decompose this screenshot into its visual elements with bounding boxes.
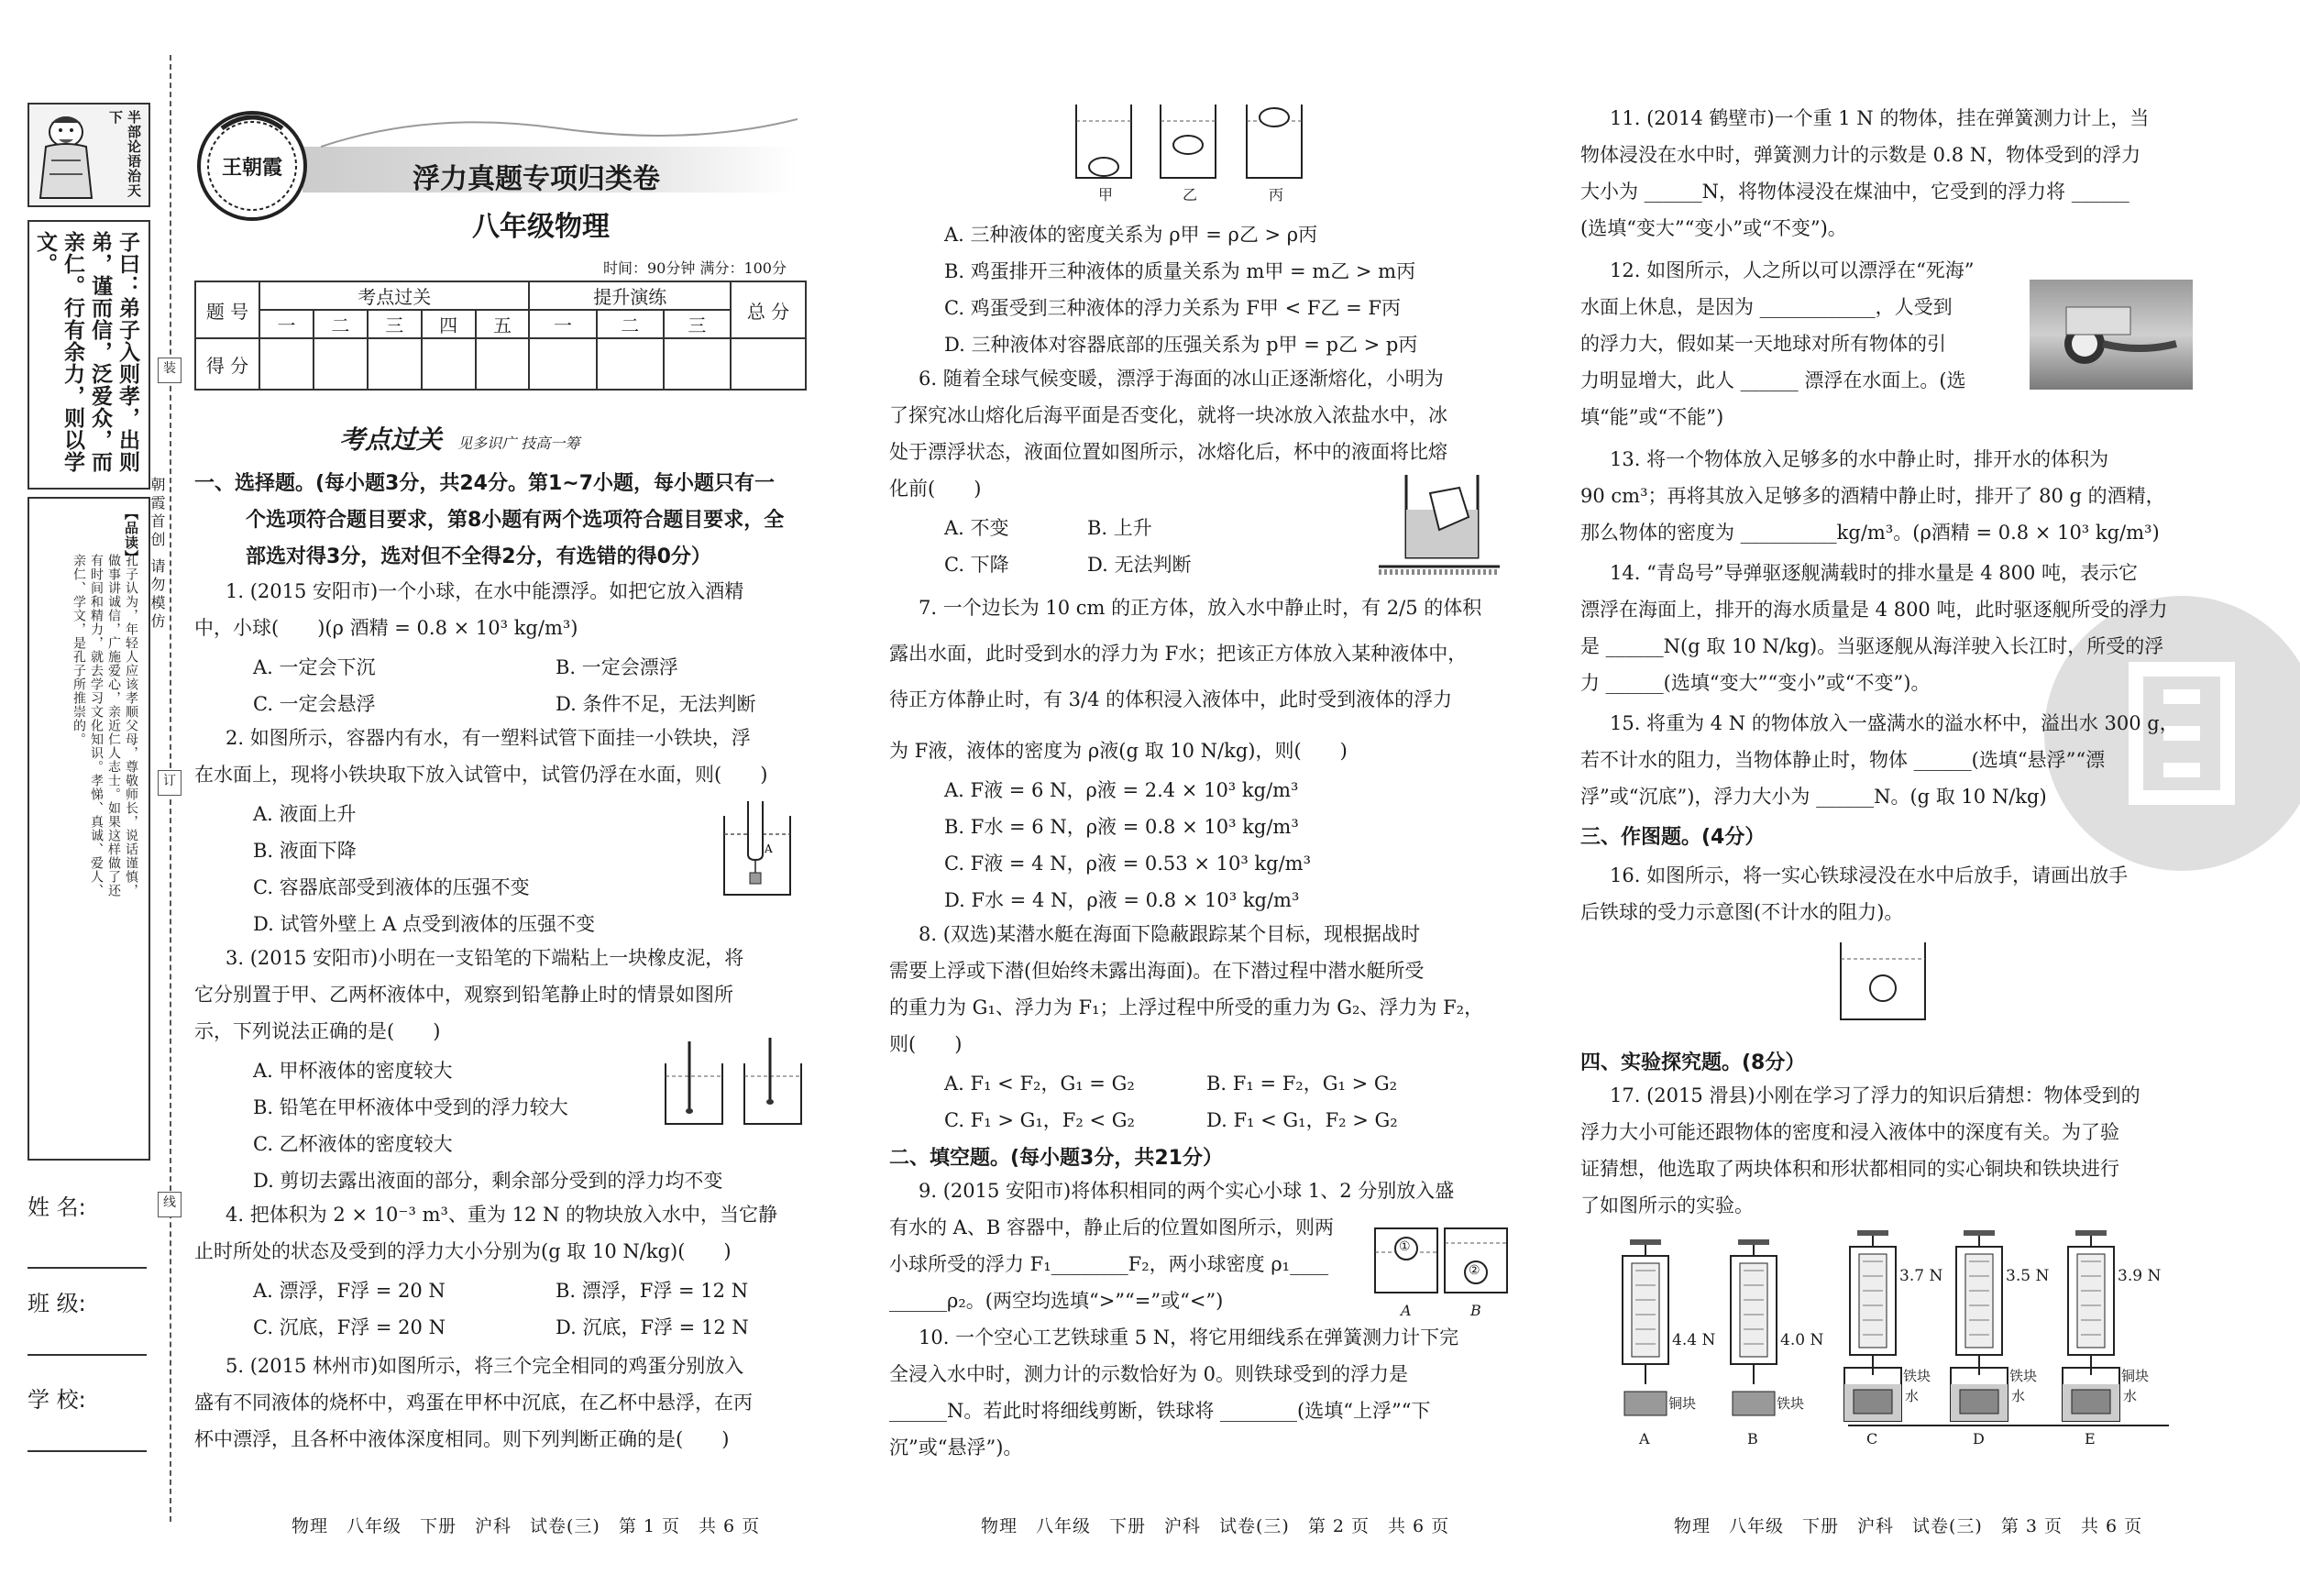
col-5: 五 xyxy=(476,310,530,338)
q3-line2: 它分别置于甲、乙两杯液体中，观察到铅笔静止时的情景如图所 xyxy=(194,984,733,1006)
q7-line2: 露出水面，此时受到水的浮力为 F水；把该正方体放入某种液体中， xyxy=(889,643,1468,665)
q17-line2: 浮力大小可能还跟物体的密度和浸入液体中的深度有关。为了验 xyxy=(1580,1121,2119,1143)
score-cell[interactable] xyxy=(597,338,664,390)
q8-opt-a[interactable]: A. F₁ < F₂，G₁ = G₂ xyxy=(944,1073,1135,1095)
section-fill: 二、填空题。(每小题3分，共21分） xyxy=(889,1147,1223,1170)
scale-reading: 3.7 N xyxy=(1899,1267,1943,1285)
q1-opt-c[interactable]: C. 一定会悬浮 xyxy=(253,693,376,715)
q10-line3: ______N。若此时将细线剪断，铁球将 ________(选填“上浮”“下 xyxy=(889,1400,1431,1422)
score-table xyxy=(194,281,807,391)
col-1: 一 xyxy=(259,310,314,338)
q3-pencil-figure xyxy=(662,1036,809,1128)
seal-mark-2: 订 xyxy=(158,770,182,796)
class-label: 班 级: xyxy=(28,1291,86,1316)
q3-opt-c[interactable]: C. 乙杯液体的密度较大 xyxy=(253,1133,453,1155)
section-drawing: 三、作图题。(4分） xyxy=(1580,826,1766,849)
q6-line3: 处于漂浮状态，液面位置如图所示，冰熔化后，杯中的液面将比熔 xyxy=(889,441,1447,463)
q5-opt-b[interactable]: B. 鸡蛋排开三种液体的质量关系为 m甲 = m乙 > m丙 xyxy=(944,260,1416,282)
spring-scale-d xyxy=(1947,1230,2048,1450)
q12-line4: 力明显增大，此人 ______ 漂浮在水面上。(选 xyxy=(1580,369,1966,391)
q4-opt-d[interactable]: D. 沉底，F浮 = 12 N xyxy=(556,1316,749,1338)
time-info: 时间：90分钟 满分：100分 xyxy=(603,259,787,277)
q6-opt-b[interactable]: B. 上升 xyxy=(1087,517,1152,539)
section-choice-l3: 部选对得3分，选对但不全得2分，有选错的得0分） xyxy=(246,545,711,568)
col-2: 二 xyxy=(314,310,368,338)
q8-line3: 的重力为 G₁、浮力为 F₁；上浮过程中所受的重力为 G₂、浮力为 F₂， xyxy=(889,996,1484,1018)
q14-line4: 力 ______(选填“变大”“变小”或“不变”)。 xyxy=(1580,672,1931,694)
q11-line3: 大小为 ______N，将物体浸没在煤油中，它受到的浮力将 ______ xyxy=(1580,181,2129,203)
col-7: 二 xyxy=(597,310,664,338)
q9-line4: ______ρ₂。(两空均选填“>”“=”或“<”) xyxy=(889,1290,1224,1312)
q1-line1: 1. (2015 安阳市)一个小球，在水中能漂浮。如把它放入酒精 xyxy=(226,580,744,602)
total-header: 总 分 xyxy=(731,281,806,338)
q5-line3: 杯中漂浮，且各杯中液体深度相同。则下列判断正确的是( ) xyxy=(194,1428,730,1450)
q6-ice-figure xyxy=(1375,466,1503,576)
spring-scale-c xyxy=(1841,1230,1942,1450)
banner-title: 考点过关 xyxy=(339,424,443,455)
score-cell[interactable] xyxy=(314,338,368,390)
q5-opt-a[interactable]: A. 三种液体的密度关系为 ρ甲 = ρ乙 > ρ丙 xyxy=(944,224,1318,246)
col-3: 三 xyxy=(368,310,422,338)
q14-line2: 漂浮在海面上，排开的海水质量是 4 800 吨，此时驱逐舰所受的浮力 xyxy=(1580,599,2168,621)
q2-opt-d[interactable]: D. 试管外壁上 A 点受到液体的压强不变 xyxy=(253,913,595,935)
q11-line1: 11. (2014 鹤壁市)一个重 1 N 的物体，挂在弹簧测力计上，当 xyxy=(1610,107,2150,129)
left-strip xyxy=(28,103,151,1505)
container-b-label: B xyxy=(1470,1302,1481,1319)
q7-opt-d[interactable]: D. F水 = 4 N，ρ液 = 0.8 × 10³ kg/m³ xyxy=(944,889,1300,911)
q4-line2: 止时所处的状态及受到的浮力大小分别为(g 取 10 N/kg)( ) xyxy=(194,1240,732,1262)
q11-line2: 物体浸没在水中时，弹簧测力计的示数是 0.8 N，物体受到的浮力 xyxy=(1580,144,2141,166)
q15-line2: 若不计水的阻力，当物体静止时，物体 ______(选填“悬浮”“漂 xyxy=(1580,749,2106,771)
row-label-qno: 题 号 xyxy=(195,281,259,338)
footer-page-3: 物理 八年级 下册 沪科 试卷(三) 第 3 页 共 6 页 xyxy=(1674,1516,2143,1536)
q8-line1: 8. (双选)某潜水艇在海面下隐蔽跟踪某个目标，现根据战时 xyxy=(919,923,1421,945)
q12-line3: 的浮力大，假如某一天地球对所有物体的引 xyxy=(1580,333,1946,355)
dead-sea-photo xyxy=(2030,280,2193,390)
q3-opt-b[interactable]: B. 铅笔在甲杯液体中受到的浮力较大 xyxy=(253,1096,568,1118)
group-tisheng: 提升演练 xyxy=(529,281,731,310)
q14-line1: 14. “青岛号”导弹驱逐舰满载时的排水量是 4 800 吨，表示它 xyxy=(1610,562,2139,584)
section-experiment: 四、实验探究题。(8分） xyxy=(1580,1051,1806,1074)
score-cell[interactable] xyxy=(259,338,314,390)
banner-slogan: 见多识广 技高一筹 xyxy=(457,435,580,452)
q13-line3: 那么物体的密度为 __________kg/m³。(ρ酒精 = 0.8 × 10³ kg/m³) xyxy=(1580,522,2160,544)
copyright-note: 朝霞首创 请勿模仿 xyxy=(149,477,166,633)
q14-line3: 是 ______N(g 取 10 N/kg)。当驱逐舰从海洋驶入长江时，所受的浮 xyxy=(1580,635,2164,657)
section-choice-l2: 个选项符合题目要求，第8小题有两个选项符合题目要求，全 xyxy=(246,509,785,532)
q5-opt-d[interactable]: D. 三种液体对容器底部的压强关系为 p甲 = p乙 > p丙 xyxy=(944,334,1418,356)
svg-text:A: A xyxy=(765,842,773,855)
scale-label: A xyxy=(1639,1430,1650,1447)
reading-label: 【品读】 xyxy=(123,506,139,565)
scale-label: B xyxy=(1747,1430,1758,1447)
motto-box xyxy=(28,103,150,207)
q4-opt-a[interactable]: A. 漂浮，F浮 = 20 N xyxy=(253,1280,446,1302)
q9-two-balls-figure xyxy=(1371,1225,1509,1326)
group-kaodian: 考点过关 xyxy=(259,281,529,310)
name-field[interactable] xyxy=(28,1189,147,1269)
q6-opt-c[interactable]: C. 下降 xyxy=(944,554,1009,576)
ball-2-label: ② xyxy=(1469,1263,1480,1278)
quote-box xyxy=(28,220,150,490)
q1-opt-a[interactable]: A. 一定会下沉 xyxy=(253,656,376,678)
q3-line3: 示，下列说法正确的是( ) xyxy=(194,1020,441,1042)
score-cell[interactable] xyxy=(731,338,806,390)
motto-text: 半部论语治天下 xyxy=(107,110,142,198)
q6-opt-d[interactable]: D. 无法判断 xyxy=(1087,554,1192,576)
spring-scale-figure xyxy=(1613,1230,2173,1450)
col-8: 三 xyxy=(664,310,731,338)
q7-line3: 待正方体静止时，有 3/4 的体积浸入液体中，此时受到液体的浮力 xyxy=(889,688,1453,710)
q6-line4: 化前( ) xyxy=(889,478,982,500)
q15-line3: 浮”或“沉底”)，浮力大小为 ______N。(g 取 10 N/kg) xyxy=(1580,786,2047,808)
seal-mark-3: 线 xyxy=(158,1192,182,1217)
scale-label: E xyxy=(2085,1430,2096,1447)
score-cell[interactable] xyxy=(529,338,596,390)
block-label: 铜块 xyxy=(2121,1368,2150,1384)
row-label-score: 得 分 xyxy=(195,338,259,390)
block-label: 铁块 xyxy=(1777,1395,1805,1412)
q12-line2: 水面上休息，是因为 ____________，人受到 xyxy=(1580,296,1953,318)
q2-line2: 在水面上，现将小铁块取下放入试管中，试管仍浮在水面，则( ) xyxy=(194,764,768,786)
footer-page-2: 物理 八年级 下册 沪科 试卷(三) 第 2 页 共 6 页 xyxy=(981,1516,1450,1536)
q6-line2: 了探究冰山熔化后海平面是否变化，就将一块冰放入浓盐水中，冰 xyxy=(889,404,1447,426)
liquid-label: 水 xyxy=(2123,1388,2138,1404)
q7-line1: 7. 一个边长为 10 cm 的正方体，放入水中静止时，有 2/5 的体积 xyxy=(919,597,1482,619)
confucius-illustration xyxy=(33,110,99,200)
reading-box xyxy=(28,497,150,1161)
q4-line1: 4. 把体积为 2 × 10⁻³ m³、重为 12 N 的物块放入水中，当它静 xyxy=(226,1204,778,1226)
q3-line1: 3. (2015 安阳市)小明在一支铅笔的下端粘上一块橡皮泥，将 xyxy=(226,947,744,969)
q5-line1: 5. (2015 林州市)如图所示，将三个完全相同的鸡蛋分别放入 xyxy=(226,1355,744,1377)
q17-line3: 证猜想，他选取了两块体积和形状都相同的实心铜块和铁块进行 xyxy=(1580,1158,2119,1180)
q4-opt-c[interactable]: C. 沉底，F浮 = 20 N xyxy=(253,1316,446,1338)
school-field[interactable] xyxy=(28,1381,147,1452)
spring-scale-a xyxy=(1613,1230,1714,1450)
block-label: 铜块 xyxy=(1668,1395,1697,1412)
ball-1-label: ① xyxy=(1399,1239,1411,1254)
school-label: 学 校: xyxy=(28,1387,86,1413)
brand-logo xyxy=(194,108,310,224)
col-6: 一 xyxy=(529,310,596,338)
col-4: 四 xyxy=(422,310,476,338)
q2-line1: 2. 如图所示，容器内有水，有一塑料试管下面挂一小铁块，浮 xyxy=(226,727,751,749)
q10-line4: 沉”或“悬浮”)。 xyxy=(889,1436,1023,1458)
score-cell[interactable] xyxy=(422,338,476,390)
section-banner xyxy=(339,420,669,453)
scale-reading: 3.9 N xyxy=(2118,1267,2162,1285)
container-a-label: A xyxy=(1401,1302,1412,1319)
scale-reading: 4.4 N xyxy=(1672,1331,1716,1349)
q10-line2: 全浸入水中时，测力计的示数恰好为 0。则铁球受到的浮力是 xyxy=(889,1363,1409,1385)
q7-opt-c[interactable]: C. F液 = 4 N，ρ液 = 0.53 × 10³ kg/m³ xyxy=(944,853,1311,875)
beaker-label-jia: 甲 xyxy=(1098,186,1114,204)
q7-line4: 为 F液，液体的密度为 ρ液(g 取 10 N/kg)，则( ) xyxy=(889,740,1348,762)
q13-line2: 90 cm³；再将其放入足够多的酒精中静止时，排开了 80 g 的酒精， xyxy=(1580,485,2165,507)
q5-line2: 盛有不同液体的烧杯中，鸡蛋在甲杯中沉底，在乙杯中悬浮，在丙 xyxy=(194,1392,753,1414)
q1-opt-b[interactable]: B. 一定会漂浮 xyxy=(556,656,678,678)
spring-scale-b xyxy=(1722,1230,1822,1450)
confucius-quote: 子曰：弟子入则孝，出则弟，谨而信，泛爱众，而亲仁。行有余力，则以学文。 xyxy=(33,231,140,473)
q5-opt-c[interactable]: C. 鸡蛋受到三种液体的浮力关系为 F甲 < F乙 = F丙 xyxy=(944,297,1401,319)
liquid-label: 水 xyxy=(2011,1388,2026,1404)
q8-opt-c[interactable]: C. F₁ > G₁，F₂ < G₂ xyxy=(944,1109,1135,1131)
q15-line1: 15. 将重为 4 N 的物体放入一盛满水的溢水杯中，溢出水 300 g， xyxy=(1610,712,2179,734)
q6-line1: 6. 随着全球气候变暖，漂浮于海面的冰山正逐渐熔化，小明为 xyxy=(919,368,1444,390)
section-choice: 一、选择题。(每小题3分，共24分。第1~7小题，每小题只有一 xyxy=(194,472,776,495)
scale-label: C xyxy=(1866,1430,1878,1447)
q8-opt-b[interactable]: B. F₁ = F₂，G₁ > G₂ xyxy=(1206,1073,1398,1095)
q12-line1: 12. 如图所示，人之所以可以漂浮在“死海” xyxy=(1610,259,1975,281)
q7-opt-a[interactable]: A. F液 = 6 N，ρ液 = 2.4 × 10³ kg/m³ xyxy=(944,779,1299,801)
q9-line3: 小球所受的浮力 F₁________F₂，两小球密度 ρ₁____ xyxy=(889,1253,1329,1275)
q16-line1: 16. 如图所示，将一实心铁球浸没在水中后放手，请画出放手 xyxy=(1610,864,2129,886)
q10-line1: 10. 一个空心工艺铁球重 5 N，将它用细线系在弹簧测力计下完 xyxy=(919,1326,1459,1348)
q8-line4: 则( ) xyxy=(889,1033,963,1055)
footer-page-1: 物理 八年级 下册 沪科 试卷(三) 第 1 页 共 6 页 xyxy=(292,1516,761,1536)
seal-mark-1: 装 xyxy=(158,358,182,383)
score-cell[interactable] xyxy=(664,338,731,390)
q8-opt-d[interactable]: D. F₁ < G₁，F₂ > G₂ xyxy=(1206,1109,1398,1131)
reading-text: 孔子认为，年轻人应该孝顺父母，尊敬师长，说话谨慎，做事讲诚信，广施爱心，亲近仁人志士。如果这样做了还有时间和精力，就去学习文化知识。孝悌、真诚、爱人、亲仁、学文，是孔子所推崇的。 xyxy=(72,554,138,897)
score-cell[interactable] xyxy=(476,338,530,390)
q4-opt-b[interactable]: B. 漂浮，F浮 = 12 N xyxy=(556,1280,749,1302)
q16-line2: 后铁球的受力示意图(不计水的阻力)。 xyxy=(1580,901,1904,923)
class-field[interactable] xyxy=(28,1285,147,1356)
name-label: 姓 名: xyxy=(28,1194,86,1220)
liquid-label: 水 xyxy=(1905,1388,1920,1404)
q9-line2: 有水的 A、B 容器中，静止后的位置如图所示，则两 xyxy=(889,1216,1334,1238)
scale-reading: 4.0 N xyxy=(1780,1331,1824,1349)
q5-egg-figure xyxy=(1071,103,1318,204)
q9-line1: 9. (2015 安阳市)将体积相同的两个实心小球 1、2 分别放入盛 xyxy=(919,1180,1455,1202)
q12-line5: 填“能”或“不能”) xyxy=(1580,406,1724,428)
score-cell[interactable] xyxy=(368,338,422,390)
brand-logo-text: 王朝霞 xyxy=(221,156,282,180)
q6-opt-a[interactable]: A. 不变 xyxy=(944,517,1009,539)
q2-opt-c[interactable]: C. 容器底部受到液体的压强不变 xyxy=(253,876,530,898)
page-title: 浮力真题专项归类卷 xyxy=(413,163,660,195)
q16-iron-ball-figure[interactable] xyxy=(1837,941,1929,1023)
scale-reading: 3.5 N xyxy=(2006,1267,2050,1285)
q7-opt-b[interactable]: B. F水 = 6 N，ρ液 = 0.8 × 10³ kg/m³ xyxy=(944,816,1299,838)
q3-opt-a[interactable]: A. 甲杯液体的密度较大 xyxy=(253,1060,453,1082)
q17-line4: 了如图所示的实验。 xyxy=(1580,1194,1754,1216)
q17-line1: 17. (2015 滑县)小刚在学习了浮力的知识后猜想：物体受到的 xyxy=(1610,1084,2140,1106)
block-label: 铁块 xyxy=(1903,1368,1931,1384)
spring-scale-e xyxy=(2059,1230,2160,1450)
page-subtitle: 八年级物理 xyxy=(472,211,610,243)
q1-line2: 中，小球( )(ρ 酒精 = 0.8 × 10³ kg/m³) xyxy=(194,617,578,639)
block-label: 铁块 xyxy=(2009,1368,2038,1384)
q11-line4: (选填“变大”“变小”或“不变”)。 xyxy=(1580,217,1847,239)
q1-opt-d[interactable]: D. 条件不足，无法判断 xyxy=(556,693,756,715)
q13-line1: 13. 将一个物体放入足够多的水中静止时，排开水的体积为 xyxy=(1610,448,2109,470)
q2-test-tube-figure xyxy=(721,798,794,898)
scale-label: D xyxy=(1973,1430,1985,1447)
q8-line2: 需要上浮或下潜(但始终未露出海面)。在下潜过程中潜水艇所受 xyxy=(889,960,1425,982)
q3-opt-d[interactable]: D. 剪切去露出液面的部分，剩余部分受到的浮力均不变 xyxy=(253,1170,723,1192)
q2-opt-b[interactable]: B. 液面下降 xyxy=(253,840,357,862)
beaker-label-bing: 丙 xyxy=(1269,186,1284,204)
beaker-label-yi: 乙 xyxy=(1183,186,1198,204)
q2-opt-a[interactable]: A. 液面上升 xyxy=(253,803,357,825)
